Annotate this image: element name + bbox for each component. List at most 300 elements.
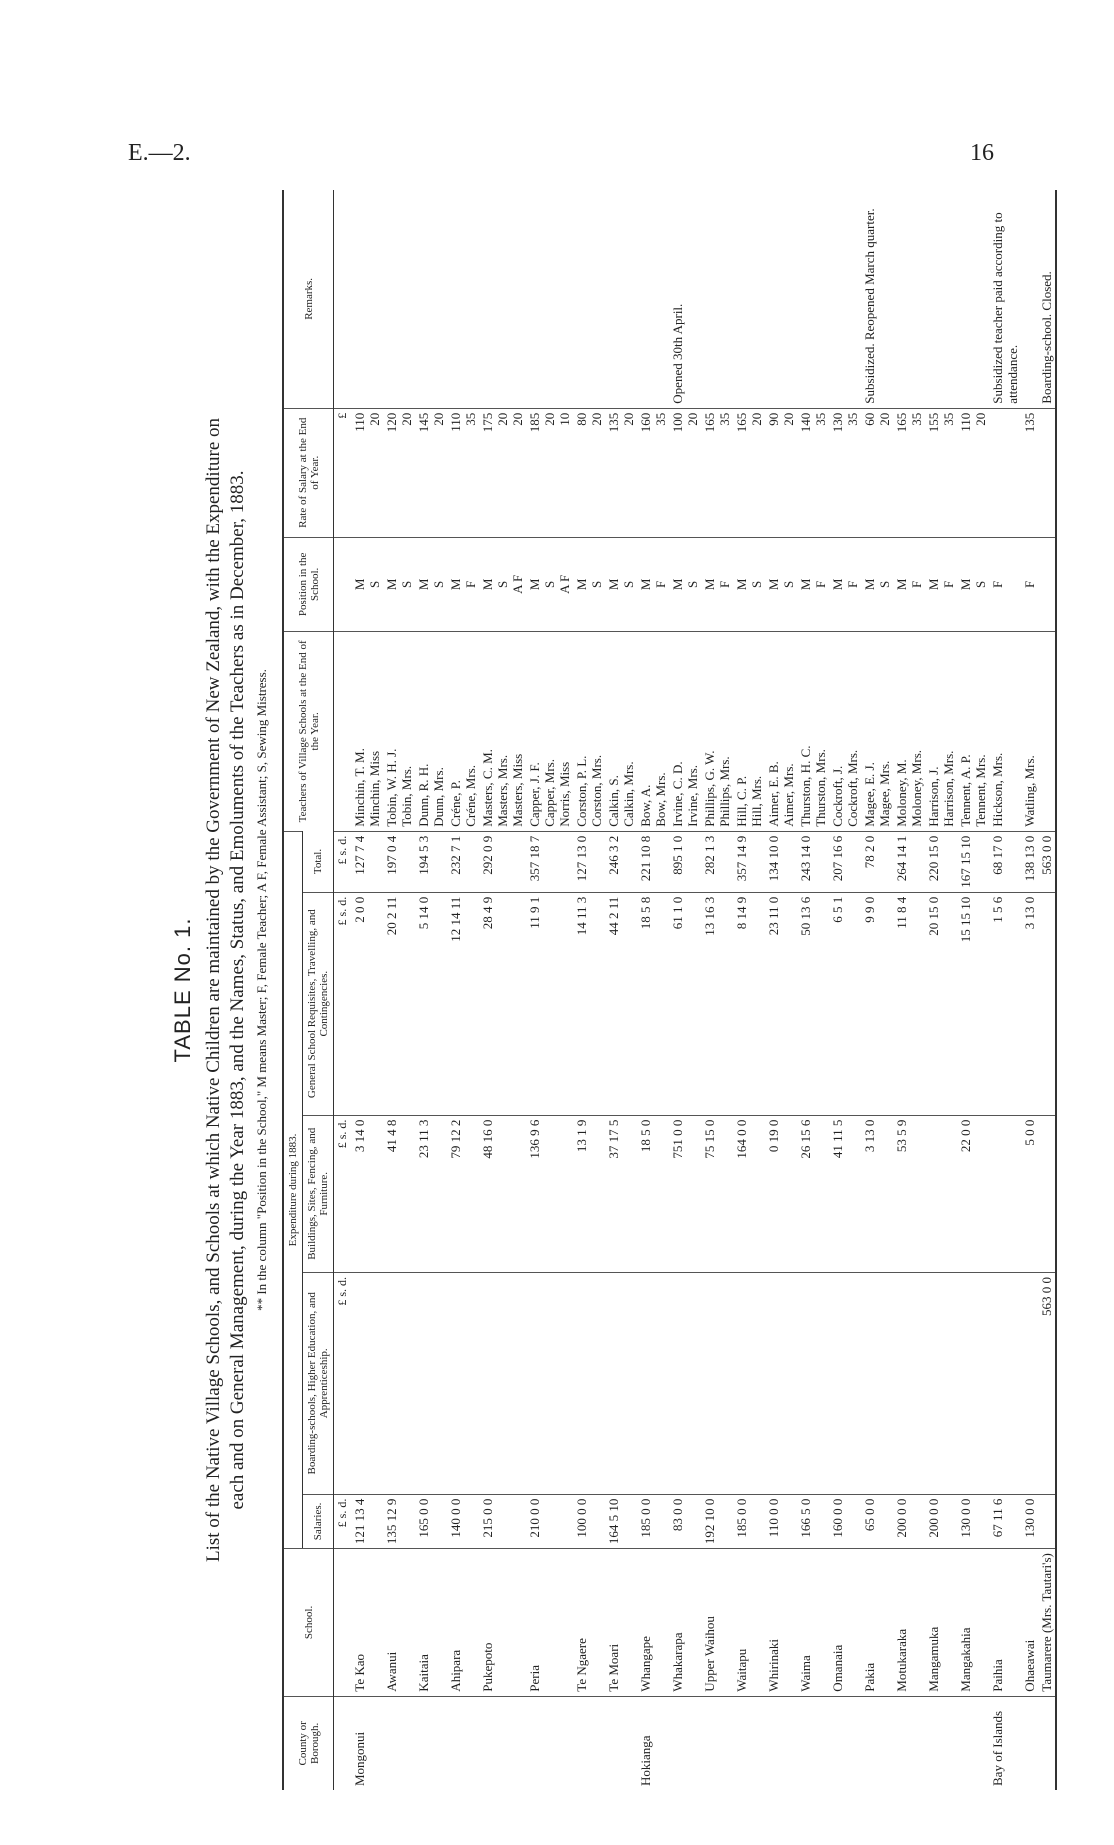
teacher-name-cell xyxy=(829,631,861,831)
teacher-name: Corston, Mrs. xyxy=(589,754,604,827)
position-code: M xyxy=(958,578,973,591)
salary-rate: 135 xyxy=(606,412,621,433)
county-cell xyxy=(415,1696,447,1790)
total-cell: 127 7 4 xyxy=(351,831,383,892)
teacher-name-cell xyxy=(447,631,479,831)
position-code: S xyxy=(399,580,414,588)
position-code: S xyxy=(973,580,988,588)
boarding-cell xyxy=(605,1272,637,1494)
teacher-name: Aimer, E. B. xyxy=(766,761,781,827)
salaries-cell: 140 0 0 xyxy=(447,1494,479,1549)
position-code: M xyxy=(352,578,367,591)
teacher-name: Aimer, Mrs. xyxy=(781,763,796,827)
school-name: Te Ngaere xyxy=(573,1549,605,1697)
buildings-cell: 3 13 0 xyxy=(861,1115,893,1272)
teacher-name-cell xyxy=(637,631,669,831)
boarding-cell xyxy=(383,1272,415,1494)
remarks-cell: Subsidized. Reopened March quarter. xyxy=(862,208,877,404)
schools-table xyxy=(282,190,1057,1790)
school-name: Mangamuka xyxy=(925,1549,957,1697)
general-cell: 6 5 1 xyxy=(829,892,861,1115)
salary-rate-cell xyxy=(526,408,573,537)
remarks-cell xyxy=(765,190,797,408)
table-row xyxy=(383,190,415,1790)
col-buildings: Buildings, Sites, Fencing, and Furniture. xyxy=(303,1115,334,1272)
salary-rate: 165 xyxy=(894,412,909,433)
buildings-cell: 37 17 5 xyxy=(605,1115,637,1272)
salary-rate: 35 xyxy=(653,412,668,426)
county-cell xyxy=(957,1696,989,1790)
salary-rate: 60 xyxy=(862,412,877,426)
boarding-cell: 563 0 0 xyxy=(1038,1272,1056,1494)
teacher-name-cell xyxy=(861,631,893,831)
general-cell: 50 13 6 xyxy=(797,892,829,1115)
boarding-cell xyxy=(893,1272,925,1494)
table-row xyxy=(415,190,447,1790)
position-code: M xyxy=(606,578,621,591)
remarks-cell xyxy=(526,190,573,408)
position-code-cell xyxy=(925,537,957,631)
buildings-cell: 751 0 0 xyxy=(669,1115,701,1272)
buildings-cell xyxy=(989,1115,1021,1272)
remarks-cell xyxy=(829,190,861,408)
position-code-cell xyxy=(415,537,447,631)
general-cell: 5 14 0 xyxy=(415,892,447,1115)
teacher-name: Irvine, C. D. xyxy=(670,761,685,827)
salaries-cell: 160 0 0 xyxy=(829,1494,861,1549)
col-position: Position in the School. xyxy=(283,537,334,631)
county-cell xyxy=(526,1696,573,1790)
salary-rate: 110 xyxy=(352,412,367,432)
buildings-cell xyxy=(925,1115,957,1272)
teacher-name: Magee, Mrs. xyxy=(877,760,892,827)
remarks-cell xyxy=(957,190,989,408)
salary-rate-cell xyxy=(733,408,765,537)
buildings-cell: 23 11 3 xyxy=(415,1115,447,1272)
table-row xyxy=(669,190,701,1790)
teacher-name: Capper, Mrs. xyxy=(542,759,557,827)
county-cell xyxy=(383,1696,415,1790)
total-cell: 357 18 7 xyxy=(526,831,573,892)
school-name: Kaitaia xyxy=(415,1549,447,1697)
total-cell: 78 2 0 xyxy=(861,831,893,892)
col-boarding: Boarding-schools, Higher Education, and Apprenticeship. xyxy=(303,1272,334,1494)
salary-rate: 20 xyxy=(399,412,414,426)
table-title-line-1: List of the Native Village Schools, and Schools at which Native Children are maintained by the Government of New Zealand, with the Expenditure on xyxy=(203,417,224,1563)
position-code: M xyxy=(638,578,653,591)
salary-rate-cell xyxy=(861,408,893,537)
buildings-cell xyxy=(1038,1115,1056,1272)
teacher-name: Tobin, Mrs. xyxy=(399,765,414,827)
total-cell: 220 15 0 xyxy=(925,831,957,892)
page-reference: E.—2. xyxy=(128,140,191,166)
position-code: M xyxy=(798,578,813,591)
salary-rate-cell xyxy=(605,408,637,537)
position-code: M xyxy=(926,578,941,591)
buildings-cell: 18 5 0 xyxy=(637,1115,669,1272)
units-rate: £ xyxy=(334,408,352,537)
table-row xyxy=(526,190,573,1790)
total-cell: 292 0 9 xyxy=(479,831,526,892)
school-name: Pukepoto xyxy=(479,1549,526,1697)
salaries-cell: 135 12 9 xyxy=(383,1494,415,1549)
school-name: Te Kao xyxy=(351,1549,383,1697)
salary-rate: 20 xyxy=(685,412,700,426)
units-boarding: £ s. d. xyxy=(334,1272,352,1494)
position-code-cell xyxy=(479,537,526,631)
salary-rate: 20 xyxy=(510,412,525,426)
teacher-name-cell xyxy=(479,631,526,831)
position-code-cell xyxy=(733,537,765,631)
salaries-cell: 164 5 10 xyxy=(605,1494,637,1549)
salary-rate: 165 xyxy=(734,412,749,433)
teacher-name: Minchin, T. M. xyxy=(352,748,367,827)
salary-rate: 80 xyxy=(574,412,589,426)
school-name: Mangakahia xyxy=(957,1549,989,1697)
salary-rate-cell xyxy=(701,408,733,537)
position-code: F xyxy=(990,580,1005,588)
position-code: S xyxy=(495,580,510,588)
position-code: S xyxy=(542,580,557,588)
remarks-cell xyxy=(573,190,605,408)
position-code: M xyxy=(448,578,463,591)
remarks-cell: Opened 30th April. xyxy=(670,303,685,404)
general-cell: 61 1 0 xyxy=(669,892,701,1115)
table-note: ** In the column "Position in the School," M means Master; F, Female Teacher; A F, Female Assistant; S, Sewing Mistress. xyxy=(254,669,269,1311)
general-cell: 11 9 1 xyxy=(526,892,573,1115)
table-number: TABLE No. 1. xyxy=(170,917,195,1063)
teacher-name: Thurston, Mrs. xyxy=(813,749,828,827)
salary-rate-cell xyxy=(669,408,701,537)
general-cell: 1 5 6 xyxy=(989,892,1021,1115)
table-row xyxy=(765,190,797,1790)
position-code-cell xyxy=(637,537,669,631)
teacher-name: Norris, Miss xyxy=(557,761,572,827)
position-code: M xyxy=(766,578,781,591)
buildings-cell: 5 0 0 xyxy=(1021,1115,1038,1272)
buildings-cell: 3 14 0 xyxy=(351,1115,383,1272)
rotated-table-page xyxy=(170,190,1054,1790)
general-cell xyxy=(1038,892,1056,1115)
position-code: M xyxy=(894,578,909,591)
salary-rate: 20 xyxy=(973,412,988,426)
position-code: M xyxy=(702,578,717,591)
remarks-cell xyxy=(1021,190,1038,408)
salary-rate-cell xyxy=(957,408,989,537)
total-cell: 895 1 0 xyxy=(669,831,701,892)
general-cell: 20 15 0 xyxy=(925,892,957,1115)
buildings-cell: 75 15 0 xyxy=(701,1115,733,1272)
teacher-name: Watling, Mrs. xyxy=(1022,755,1037,827)
teacher-name: Hill, C. P. xyxy=(734,775,749,827)
total-cell: 138 13 0 xyxy=(1021,831,1038,892)
teacher-name-cell xyxy=(925,631,957,831)
salary-rate: 140 xyxy=(798,412,813,433)
salary-rate-cell xyxy=(765,408,797,537)
table-row xyxy=(957,190,989,1790)
table-row xyxy=(479,190,526,1790)
teacher-name: Tennent, A. P. xyxy=(958,754,973,827)
position-code-cell xyxy=(957,537,989,631)
salaries-cell: 200 0 0 xyxy=(925,1494,957,1549)
county-cell xyxy=(573,1696,605,1790)
teacher-name-cell xyxy=(383,631,415,831)
teacher-name: Capper, J. F. xyxy=(527,762,542,827)
salary-rate-cell xyxy=(1021,408,1038,537)
teacher-name-cell xyxy=(733,631,765,831)
boarding-cell xyxy=(957,1272,989,1494)
county-cell xyxy=(479,1696,526,1790)
buildings-cell: 22 0 0 xyxy=(957,1115,989,1272)
salary-rate: 110 xyxy=(958,412,973,432)
table-title-line-2: each and on General Management, during the Year 1883, and the Names, Status, and Emoluments of the Teachers as in December, 1883. xyxy=(227,470,248,1510)
position-code: S xyxy=(749,580,764,588)
school-name: Awanui xyxy=(383,1549,415,1697)
salary-rate-cell xyxy=(989,408,1021,537)
salary-rate: 185 xyxy=(527,412,542,433)
salary-rate: 160 xyxy=(638,412,653,433)
remarks-cell xyxy=(925,190,957,408)
remarks-cell xyxy=(605,190,637,408)
boarding-cell xyxy=(479,1272,526,1494)
salary-rate: 20 xyxy=(431,412,446,426)
position-code-cell xyxy=(605,537,637,631)
general-cell: 13 16 3 xyxy=(701,892,733,1115)
table-row xyxy=(797,190,829,1790)
teacher-name: Harrison, J. xyxy=(926,766,941,827)
table-row xyxy=(573,190,605,1790)
salary-rate-cell xyxy=(893,408,925,537)
position-code-cell xyxy=(447,537,479,631)
salaries-cell: 215 0 0 xyxy=(479,1494,526,1549)
total-cell: 282 1 3 xyxy=(701,831,733,892)
salary-rate: 20 xyxy=(367,412,382,426)
remarks-cell xyxy=(637,190,669,408)
school-name: Waima xyxy=(797,1549,829,1697)
teacher-name: Calkin, Mrs. xyxy=(621,761,636,827)
position-code: F xyxy=(813,580,828,588)
school-name: Motukaraka xyxy=(893,1549,925,1697)
position-code-cell xyxy=(1038,537,1056,631)
teacher-name-cell xyxy=(893,631,925,831)
salary-rate-cell xyxy=(797,408,829,537)
total-cell: 221 10 8 xyxy=(637,831,669,892)
remarks-cell: Subsidized teacher paid according to attendance. xyxy=(990,212,1020,404)
boarding-cell xyxy=(701,1272,733,1494)
teacher-name: Harrison, Mrs. xyxy=(941,750,956,827)
total-cell: 264 14 1 xyxy=(893,831,925,892)
county-cell xyxy=(701,1696,733,1790)
salaries-cell: 210 0 0 xyxy=(526,1494,573,1549)
county-cell: Bay of Islands xyxy=(989,1696,1021,1790)
buildings-cell: 41 4 8 xyxy=(383,1115,415,1272)
salaries-cell: 165 0 0 xyxy=(415,1494,447,1549)
salary-rate-cell xyxy=(573,408,605,537)
county-cell xyxy=(797,1696,829,1790)
salary-rate: 35 xyxy=(813,412,828,426)
teacher-name: Moloney, Mrs. xyxy=(909,749,924,827)
total-cell: 197 0 4 xyxy=(383,831,415,892)
salary-rate: 20 xyxy=(589,412,604,426)
remarks-cell xyxy=(797,190,829,408)
teacher-name: Masters, Miss xyxy=(510,753,525,827)
units-row xyxy=(334,190,352,1790)
salary-rate: 155 xyxy=(926,412,941,433)
units-buildings: £ s. d. xyxy=(334,1115,352,1272)
position-code: F xyxy=(845,580,860,588)
school-name: Paihia xyxy=(989,1549,1021,1697)
teacher-name-cell xyxy=(605,631,637,831)
boarding-cell xyxy=(861,1272,893,1494)
school-name: Whirinaki xyxy=(765,1549,797,1697)
position-code: F xyxy=(941,580,956,588)
position-code-cell xyxy=(526,537,573,631)
salaries-cell: 67 11 6 xyxy=(989,1494,1021,1549)
school-name: Pakia xyxy=(861,1549,893,1697)
page-header xyxy=(128,140,994,180)
position-code-cell xyxy=(861,537,893,631)
salary-rate: 20 xyxy=(542,412,557,426)
teacher-name: Moloney, M. xyxy=(894,759,909,827)
table-row xyxy=(1021,190,1038,1790)
county-cell: Mongonui xyxy=(351,1696,383,1790)
salary-rate: 20 xyxy=(781,412,796,426)
position-code-cell xyxy=(765,537,797,631)
school-name: Te Moari xyxy=(605,1549,637,1697)
teacher-name-cell xyxy=(351,631,383,831)
salary-rate: 35 xyxy=(909,412,924,426)
teacher-name: Irvine, Mrs. xyxy=(685,765,700,827)
salaries-cell: 100 0 0 xyxy=(573,1494,605,1549)
position-code: S xyxy=(621,580,636,588)
remarks-cell xyxy=(893,190,925,408)
position-code-cell xyxy=(989,537,1021,631)
salary-rate-cell xyxy=(447,408,479,537)
general-cell: 18 5 8 xyxy=(637,892,669,1115)
school-name: Upper Waihou xyxy=(701,1549,733,1697)
salaries-cell: 130 0 0 xyxy=(1021,1494,1038,1549)
position-code: S xyxy=(367,580,382,588)
boarding-cell xyxy=(829,1272,861,1494)
county-cell xyxy=(925,1696,957,1790)
position-code-cell xyxy=(383,537,415,631)
boarding-cell xyxy=(925,1272,957,1494)
salary-rate: 135 xyxy=(1022,412,1037,433)
position-code: A F xyxy=(510,574,525,594)
buildings-cell: 48 16 0 xyxy=(479,1115,526,1272)
position-code-cell xyxy=(1021,537,1038,631)
school-name: Ahipara xyxy=(447,1549,479,1697)
boarding-cell xyxy=(637,1272,669,1494)
county-cell xyxy=(1021,1696,1038,1790)
teacher-name: Dunn, R. H. xyxy=(416,763,431,827)
teacher-name: Masters, Mrs. xyxy=(495,754,510,827)
teacher-name-cell xyxy=(701,631,733,831)
position-code-cell xyxy=(669,537,701,631)
boarding-cell xyxy=(989,1272,1021,1494)
position-code: F xyxy=(717,580,732,588)
salary-rate: 35 xyxy=(717,412,732,426)
boarding-cell xyxy=(573,1272,605,1494)
teacher-name: Phillips, G. W. xyxy=(702,750,717,827)
salary-rate-cell xyxy=(925,408,957,537)
salary-rate: 90 xyxy=(766,412,781,426)
salary-rate: 110 xyxy=(448,412,463,432)
position-code-cell xyxy=(829,537,861,631)
salary-rate: 35 xyxy=(845,412,860,426)
boarding-cell xyxy=(415,1272,447,1494)
general-cell: 2 0 0 xyxy=(351,892,383,1115)
salary-rate: 35 xyxy=(941,412,956,426)
col-remarks: Remarks. xyxy=(283,190,334,408)
position-code: M xyxy=(527,578,542,591)
teacher-name-cell xyxy=(765,631,797,831)
position-code: F xyxy=(653,580,668,588)
table-row xyxy=(447,190,479,1790)
teacher-name: Cockroft, Mrs. xyxy=(845,749,860,827)
col-county: County or Borough. xyxy=(283,1696,334,1790)
county-cell xyxy=(447,1696,479,1790)
table-caption xyxy=(170,190,270,1790)
col-teachers: Teachers of Village Schools at the End of the Year. xyxy=(283,631,334,831)
position-code: S xyxy=(431,580,446,588)
salary-rate: 175 xyxy=(480,412,495,433)
position-code: A F xyxy=(557,574,572,594)
table-row xyxy=(637,190,669,1790)
remarks-cell xyxy=(351,190,383,408)
position-code-cell xyxy=(893,537,925,631)
general-cell: 8 14 9 xyxy=(733,892,765,1115)
position-code-cell xyxy=(573,537,605,631)
general-cell: 15 15 10 xyxy=(957,892,989,1115)
teacher-name-cell xyxy=(415,631,447,831)
school-name: Whakarapa xyxy=(669,1549,701,1697)
salary-rate: 35 xyxy=(463,412,478,426)
teacher-name: Créne, P. xyxy=(448,780,463,827)
salary-rate-cell xyxy=(415,408,447,537)
general-cell: 28 4 9 xyxy=(479,892,526,1115)
general-cell: 44 2 11 xyxy=(605,892,637,1115)
salary-rate-cell xyxy=(479,408,526,537)
total-cell: 563 0 0 xyxy=(1038,831,1056,892)
units-total: £ s. d. xyxy=(334,831,352,892)
buildings-cell: 13 1 9 xyxy=(573,1115,605,1272)
col-general: General School Requisites, Travelling, and Contingencies. xyxy=(303,892,334,1115)
table-row xyxy=(989,190,1021,1790)
school-name: Waitapu xyxy=(733,1549,765,1697)
salary-rate-cell xyxy=(383,408,415,537)
boarding-cell xyxy=(447,1272,479,1494)
table-row xyxy=(893,190,925,1790)
buildings-cell: 0 19 0 xyxy=(765,1115,797,1272)
teacher-name-cell xyxy=(989,631,1021,831)
total-cell: 167 15 10 xyxy=(957,831,989,892)
teacher-name: Créne, Mrs. xyxy=(463,765,478,827)
buildings-cell: 53 5 9 xyxy=(893,1115,925,1272)
col-salaries: Salaries. xyxy=(303,1494,334,1549)
teacher-name: Thurston, H. C. xyxy=(798,745,813,827)
remarks-cell xyxy=(415,190,447,408)
position-code-cell xyxy=(351,537,383,631)
salary-rate-cell xyxy=(637,408,669,537)
table-row xyxy=(733,190,765,1790)
salary-rate: 130 xyxy=(830,412,845,433)
salaries-cell: 65 0 0 xyxy=(861,1494,893,1549)
county-cell xyxy=(733,1696,765,1790)
total-cell: 243 14 0 xyxy=(797,831,829,892)
county-cell xyxy=(605,1696,637,1790)
salary-rate: 120 xyxy=(384,412,399,433)
